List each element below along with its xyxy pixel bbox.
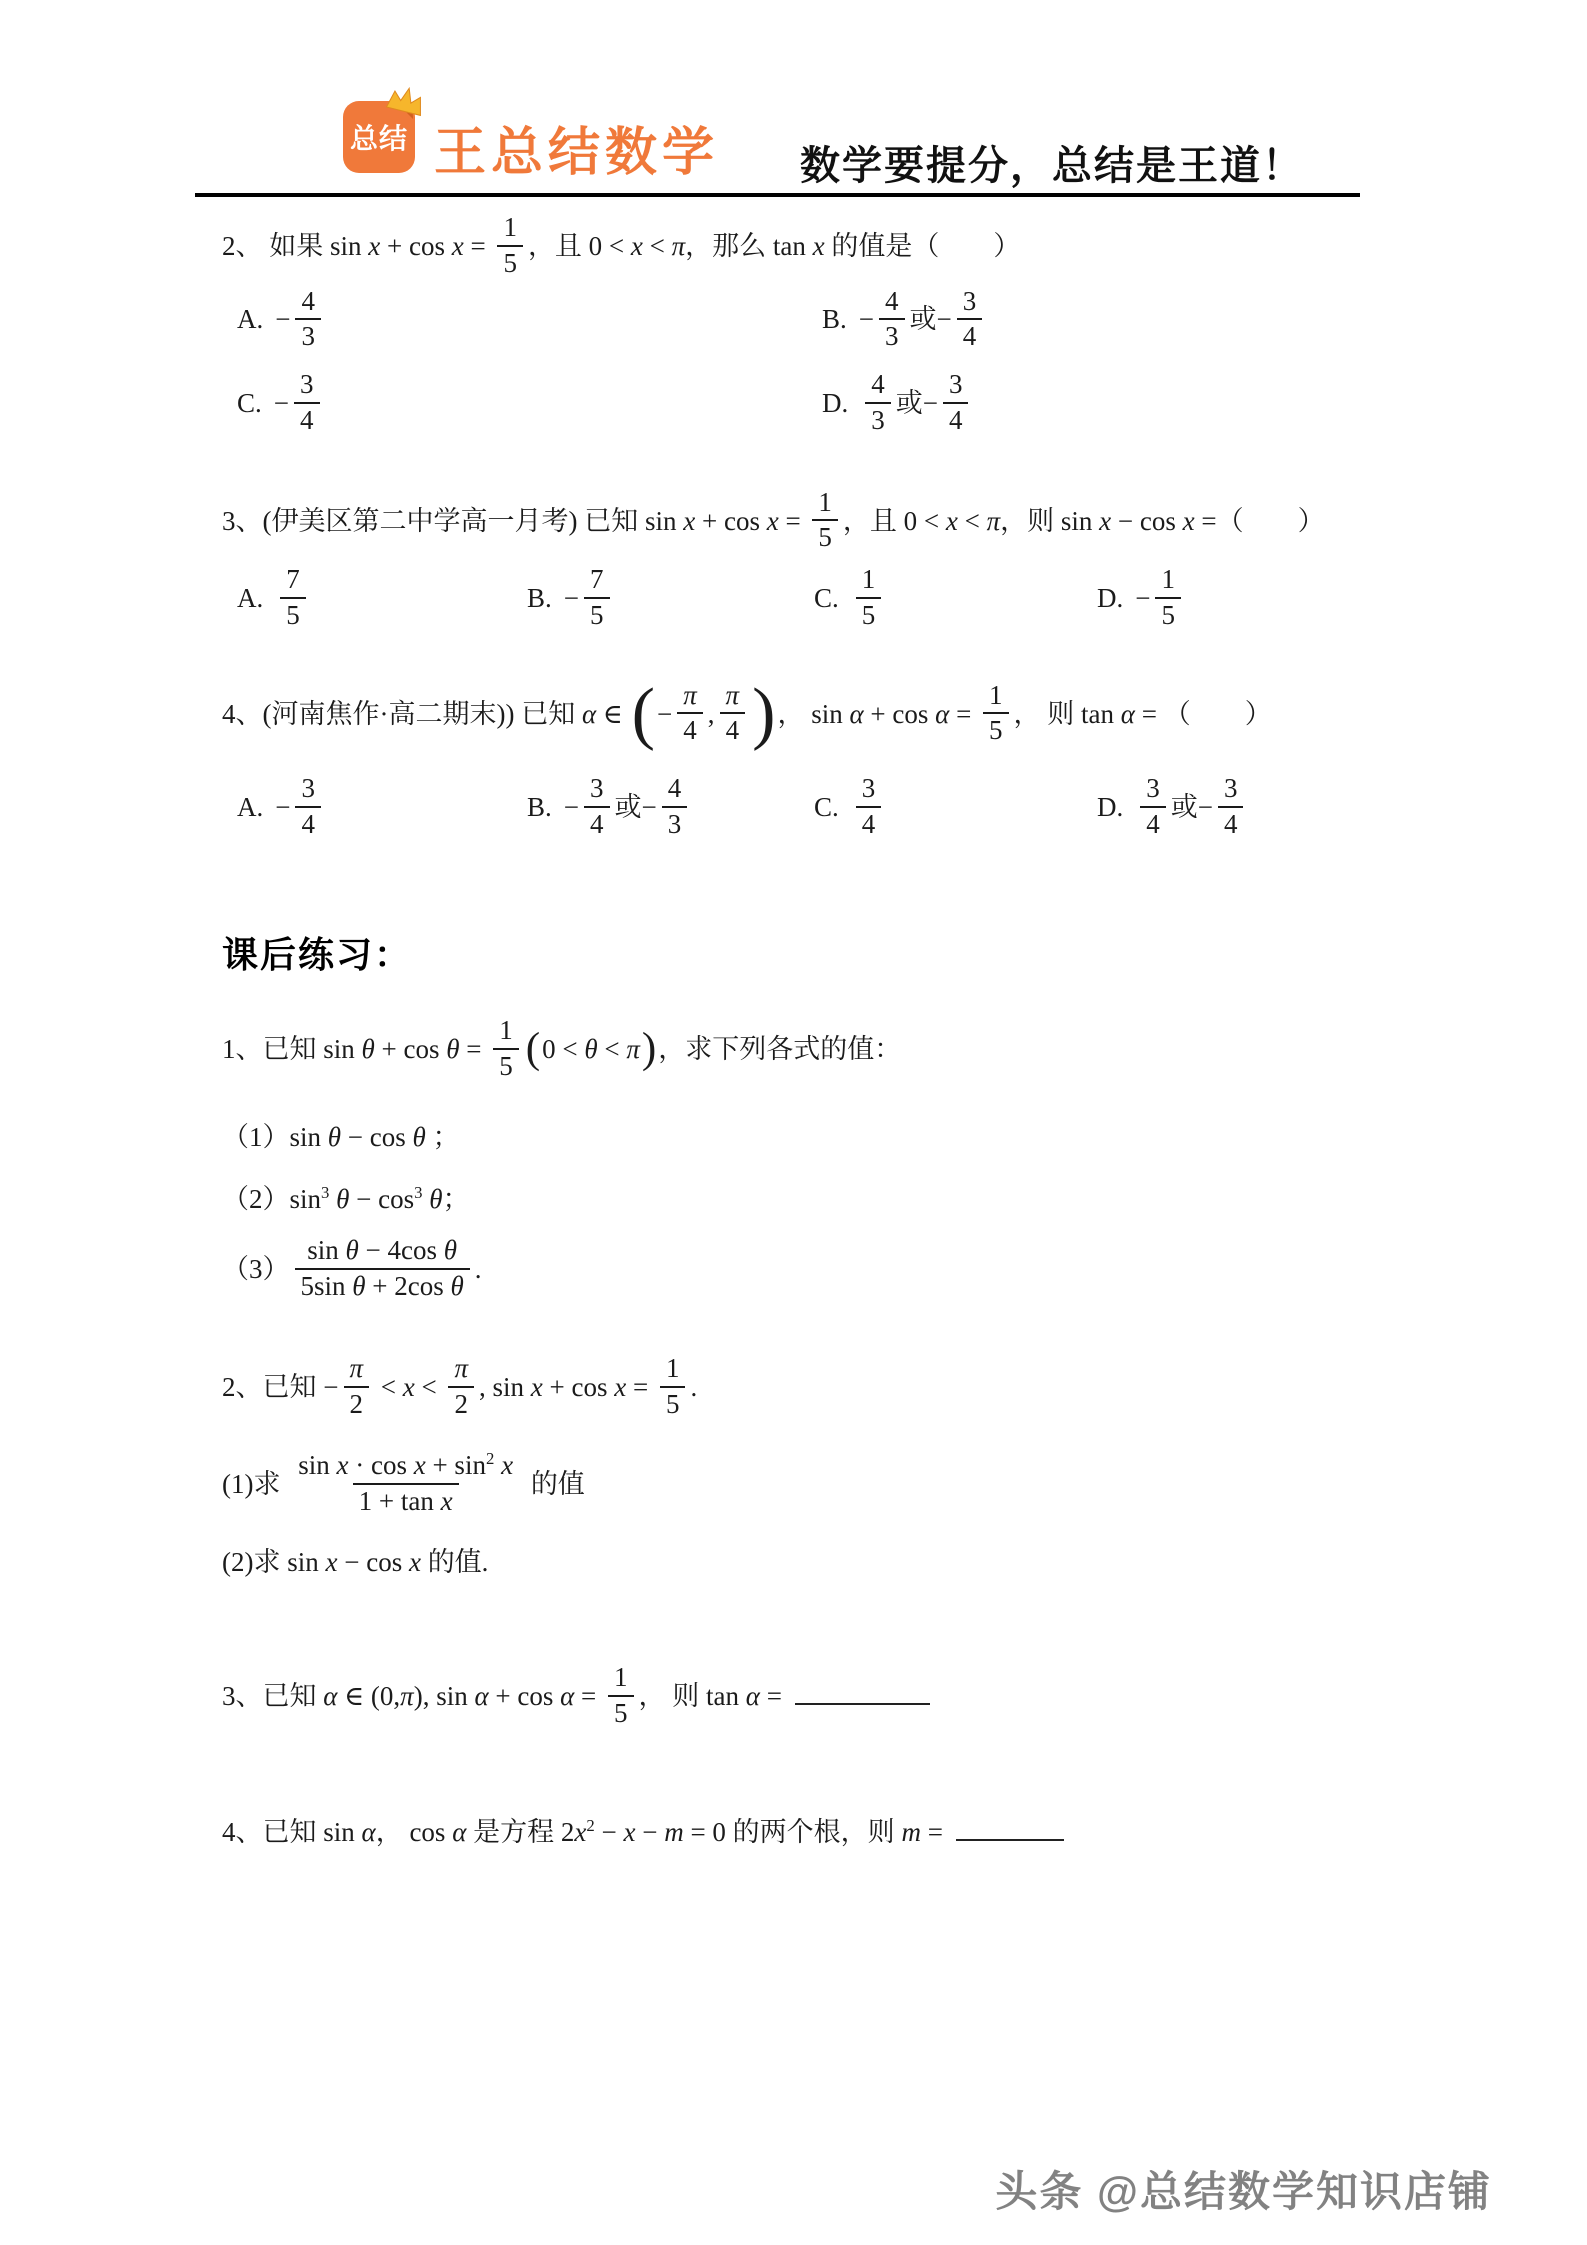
header-tagline: 数学要提分，总结是王道！ xyxy=(800,143,1304,188)
fraction: $\frac{3}{4}$ xyxy=(1218,772,1244,842)
practice-question-1-sub-3: （3） $\frac{\text{sin θ − 4cos θ}}{\text{5sin θ + 2cos θ}}$ . xyxy=(222,1237,1437,1307)
option-label: D. xyxy=(1097,582,1124,613)
fraction: $\frac{\pi}{2}$ xyxy=(343,1352,369,1422)
crown-icon xyxy=(382,80,430,121)
option-label: A. xyxy=(237,304,264,335)
big-paren: ) xyxy=(641,1024,657,1072)
option-value: − $\frac{3}{4}$ xyxy=(274,388,325,418)
question-4-stem: 4、(河南焦作·高二期末)) 已知 α ∈ (− $\frac{\pi}{4}$ , $\frac{\pi}{4}$ )， sin α + cos α = $\frac{1}{5}$ ， 则 tan α = （ ） xyxy=(222,674,1272,753)
fraction: $\frac{7}{5}$ xyxy=(584,563,610,633)
option-value: $\frac{4}{3}$ 或− $\frac{3}{4}$ xyxy=(860,388,973,418)
big-paren: ( xyxy=(631,674,656,753)
question-4-option-d xyxy=(1097,775,1437,845)
footer-watermark: 头条 @总结数学知识店铺 xyxy=(995,2168,1492,2215)
superscript: 2 xyxy=(485,1449,495,1469)
option-label: D. xyxy=(1097,791,1124,822)
fraction: $\frac{3}{4}$ xyxy=(943,368,969,438)
brand-logo-badge xyxy=(343,101,415,173)
question-2-option-c xyxy=(237,371,822,441)
option-value: − $\frac{4}{3}$ xyxy=(275,304,326,334)
worksheet-body xyxy=(222,214,1437,1850)
option-value xyxy=(275,564,311,630)
question-4-option-b xyxy=(527,775,814,845)
practice-question-2-sub-2: (2)求 sin x − cos x 的值. xyxy=(222,1546,489,1577)
question-2-option-d xyxy=(822,371,1437,441)
fraction: $\frac{\pi}{4}$ xyxy=(677,679,703,749)
fraction: $\frac{1}{5}$ xyxy=(983,679,1009,749)
option-value: − $\frac{3}{4}$ xyxy=(275,792,326,822)
option-label: B. xyxy=(527,791,552,822)
practice-question-1-sub-2: $(2)\sin^3$ $\theta - \cos^3 \theta$； xyxy=(222,1183,470,1215)
header-rule xyxy=(195,193,1360,197)
fraction: $\frac{1}{5}$ xyxy=(856,563,882,633)
practice-heading: 课后练习： xyxy=(222,933,413,975)
fraction: $\frac{4}{3}$ xyxy=(865,368,891,438)
practice-question-2-sub-1: (1)求 $\frac{\sin x \cdot \cos x + \sin^2 x}{\text{1 + tan x}}$ 的值 xyxy=(222,1452,1437,1522)
practice-question-2-stem: 2、已知 − $\frac{\pi}{2}$ < x < $\frac{\pi}{2}$ , sin x + cos x = $\frac{1}{5}$ . xyxy=(222,1355,1437,1425)
fraction: $\frac{\pi}{4}$ xyxy=(720,679,746,749)
question-2-options xyxy=(237,285,1437,441)
option-label: C. xyxy=(814,791,839,822)
big-paren: ) xyxy=(752,674,776,753)
question-3-option-d xyxy=(1097,566,1437,636)
option-label: A. xyxy=(237,582,264,613)
question-3-option-b xyxy=(527,566,814,636)
option-value: $\frac{3}{4}$ 或− $\frac{3}{4}$ xyxy=(1135,792,1248,822)
option-value: − $\frac{4}{3}$ 或− $\frac{3}{4}$ xyxy=(859,304,987,334)
question-2-option-b xyxy=(822,285,1437,358)
fraction: $\frac{7}{5}$ xyxy=(280,563,306,633)
question-3-option-c xyxy=(814,566,1097,636)
fraction: $\frac{3}{4}$ xyxy=(957,285,983,355)
option-label: B. xyxy=(822,304,847,335)
option-value xyxy=(851,564,887,630)
brand-title: 王总结数学 xyxy=(434,124,720,182)
question-3-options xyxy=(237,566,1437,636)
fraction: $\frac{3}{4}$ xyxy=(1140,772,1166,842)
fraction: $\frac{1}{5}$ xyxy=(497,211,523,281)
question-2-option-a xyxy=(237,285,822,358)
big-paren: ( xyxy=(525,1024,541,1072)
answer-blank xyxy=(795,1699,930,1705)
fraction: $\frac{3}{4}$ xyxy=(584,772,610,842)
superscript: 3 xyxy=(321,1183,330,1203)
practice-question-3-stem: 3、已知 α ∈ (0,π), sin α + cos α = $\frac{1}{5}$ ， 则 tan α = xyxy=(222,1664,1437,1734)
question-4-option-c xyxy=(814,775,1097,845)
practice-question-1-stem: 1、已知 sin θ + cos θ = $\frac{1}{5}$ (0 < θ < π)，求下列各式的值： xyxy=(222,1017,1437,1087)
option-label: B. xyxy=(527,582,552,613)
fraction: $\frac{1}{5}$ xyxy=(608,1661,634,1731)
option-label: A. xyxy=(237,791,264,822)
practice-question-1-sub-1: （1）sin θ − cos θ ； xyxy=(222,1121,460,1152)
fraction: $\frac{\sin x \cdot \cos x + \sin^2 x}{\text{1 + tan x}}$ xyxy=(292,1449,519,1519)
fraction: $\frac{4}{3}$ xyxy=(295,285,321,355)
question-4-option-a xyxy=(237,775,527,845)
practice-question-4-stem: 4、已知 sin α， cos α 是方程 $2x^2 - x - m = 0$ 的两个根，则 m = xyxy=(222,1814,1437,1850)
fraction: $\frac{3}{4}$ xyxy=(294,368,320,438)
fraction: $\frac{1}{5}$ xyxy=(660,1352,686,1422)
header xyxy=(0,0,1587,200)
option-value: − $\frac{1}{5}$ xyxy=(1135,583,1186,613)
fraction: $\frac{\text{sin θ − 4cos θ}}{\text{5sin θ + 2cos θ}}$ xyxy=(295,1234,470,1304)
option-label: C. xyxy=(814,582,839,613)
fraction: $\frac{1}{5}$ xyxy=(1155,563,1181,633)
superscript: 3 xyxy=(414,1183,423,1203)
fraction: $\frac{\pi}{2}$ xyxy=(448,1352,474,1422)
logo-badge-text: 总结 xyxy=(349,123,408,154)
question-4-options xyxy=(237,775,1437,845)
fraction: $\frac{3}{4}$ xyxy=(295,772,321,842)
option-value: − $\frac{3}{4}$ 或− $\frac{4}{3}$ xyxy=(564,792,692,822)
option-label: D. xyxy=(822,387,849,418)
option-value xyxy=(851,773,887,839)
superscript: 2 xyxy=(586,1815,595,1835)
fraction: $\frac{4}{3}$ xyxy=(662,772,688,842)
fraction: $\frac{4}{3}$ xyxy=(879,285,905,355)
fraction: $\frac{1}{5}$ xyxy=(493,1014,519,1084)
option-value: − $\frac{7}{5}$ xyxy=(564,583,615,613)
question-3-stem: 3、(伊美区第二中学高一月考) 已知 sin x + cos x = $\frac{1}{5}$ ，且 0 < x < π，则 sin x − cos x =（ ） xyxy=(222,489,1437,559)
option-label: C. xyxy=(237,387,262,418)
question-3-option-a xyxy=(237,566,527,636)
answer-blank xyxy=(956,1835,1064,1841)
fraction: $\frac{1}{5}$ xyxy=(812,486,838,556)
fraction: $\frac{3}{4}$ xyxy=(856,772,882,842)
question-2-stem: 2、 如果 sin x + cos x = $\frac{1}{5}$ ，且 0 < x < π，那么 tan x 的值是（ ） xyxy=(222,214,1437,284)
